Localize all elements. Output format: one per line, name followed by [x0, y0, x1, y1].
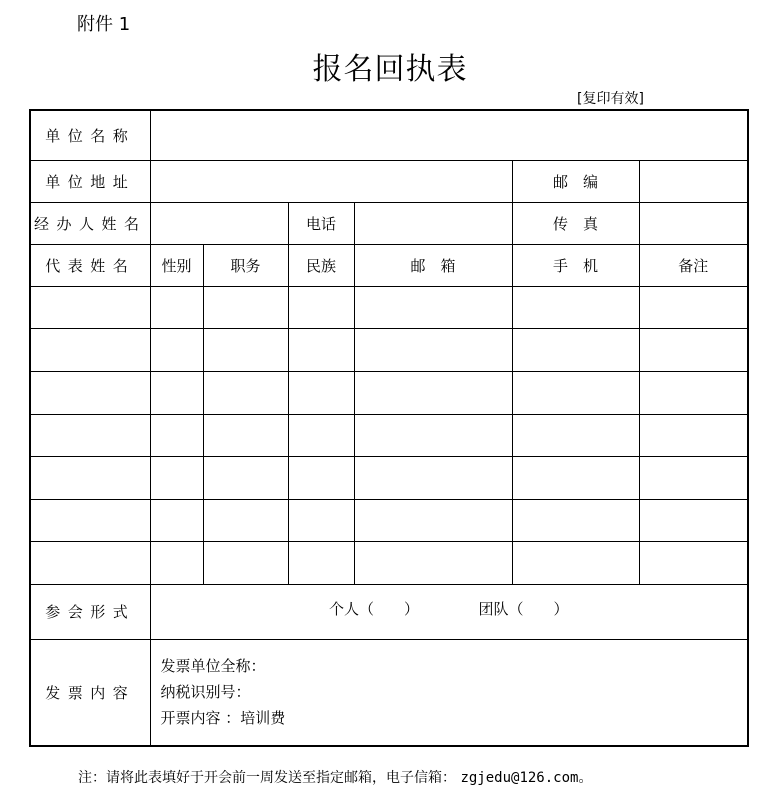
phone-field[interactable]: [354, 202, 512, 244]
mobile-cell[interactable]: [512, 414, 639, 456]
ethnicity-cell[interactable]: [288, 499, 354, 541]
footer-note-text: 注：请将此表填好于开会前一周发送至指定邮箱，电子信箱：: [78, 770, 456, 786]
column-header-remarks: 备注: [639, 244, 748, 286]
phone-label: 电话: [288, 202, 354, 244]
email-cell[interactable]: [354, 286, 512, 328]
position-cell[interactable]: [203, 328, 288, 371]
remarks-cell[interactable]: [639, 286, 748, 328]
invoice-line-content: 开票内容 ：培训费: [160, 709, 286, 728]
invoice-line-tax-id: 纳税识别号：: [160, 683, 251, 702]
attendance-individual-option[interactable]: 个人（ ）: [328, 600, 419, 618]
position-cell[interactable]: [203, 414, 288, 456]
registration-form-table: [29, 109, 749, 747]
attachment-label: 附件 1: [77, 14, 131, 35]
ethnicity-cell[interactable]: [288, 456, 354, 499]
contact-name-field[interactable]: [150, 202, 288, 244]
rep-name-cell[interactable]: [30, 456, 150, 499]
remarks-cell[interactable]: [639, 456, 748, 499]
remarks-cell[interactable]: [639, 414, 748, 456]
position-cell[interactable]: [203, 286, 288, 328]
remarks-cell[interactable]: [639, 499, 748, 541]
gender-cell[interactable]: [150, 456, 203, 499]
footer-email: zgjedu@126.com: [460, 770, 579, 786]
ethnicity-cell[interactable]: [288, 541, 354, 584]
gender-cell[interactable]: [150, 286, 203, 328]
gender-cell[interactable]: [150, 371, 203, 414]
remarks-cell[interactable]: [639, 371, 748, 414]
table-row: [30, 499, 748, 541]
email-cell[interactable]: [354, 328, 512, 371]
ethnicity-cell[interactable]: [288, 371, 354, 414]
remarks-cell[interactable]: [639, 541, 748, 584]
attendance-row: [30, 584, 748, 639]
invoice-details[interactable]: [150, 639, 748, 746]
email-cell[interactable]: [354, 541, 512, 584]
email-cell[interactable]: [354, 371, 512, 414]
page-title: 报名回执表: [312, 52, 468, 87]
column-header-gender: 性别: [150, 244, 203, 286]
gender-cell[interactable]: [150, 414, 203, 456]
table-row: [30, 286, 748, 328]
ethnicity-cell[interactable]: [288, 414, 354, 456]
email-cell[interactable]: [354, 456, 512, 499]
column-header-position: 职务: [203, 244, 288, 286]
column-header-row: [30, 244, 748, 286]
fax-field[interactable]: [639, 202, 748, 244]
position-cell[interactable]: [203, 456, 288, 499]
unit-name-label: 单位名称: [30, 110, 150, 160]
mobile-cell[interactable]: [512, 328, 639, 371]
column-header-mobile: 手 机: [512, 244, 639, 286]
rep-name-cell[interactable]: [30, 541, 150, 584]
invoice-label: 发票内容: [30, 639, 150, 746]
remarks-cell[interactable]: [639, 328, 748, 371]
mobile-cell[interactable]: [512, 286, 639, 328]
column-header-rep-name: 代表姓名: [30, 244, 150, 286]
invoice-row: [30, 639, 748, 746]
mobile-cell[interactable]: [512, 499, 639, 541]
table-row: [30, 371, 748, 414]
rep-name-cell[interactable]: [30, 499, 150, 541]
rep-name-cell[interactable]: [30, 286, 150, 328]
contact-row: [30, 202, 748, 244]
mobile-cell[interactable]: [512, 371, 639, 414]
rep-name-cell[interactable]: [30, 371, 150, 414]
table-row: [30, 328, 748, 371]
rep-name-cell[interactable]: [30, 414, 150, 456]
unit-name-row: [30, 110, 748, 160]
table-row: [30, 456, 748, 499]
contact-name-label: 经办人姓名: [30, 202, 150, 244]
footer-note-end: 。: [578, 770, 593, 786]
mobile-cell[interactable]: [512, 456, 639, 499]
postcode-label: 邮 编: [512, 160, 639, 202]
column-header-ethnicity: 民族: [288, 244, 354, 286]
postcode-field[interactable]: [639, 160, 748, 202]
footer-note: [78, 767, 592, 787]
unit-address-row: [30, 160, 748, 202]
gender-cell[interactable]: [150, 499, 203, 541]
unit-name-field[interactable]: [150, 110, 748, 160]
unit-address-field[interactable]: [150, 160, 512, 202]
position-cell[interactable]: [203, 541, 288, 584]
email-cell[interactable]: [354, 499, 512, 541]
gender-cell[interactable]: [150, 541, 203, 584]
rep-name-cell[interactable]: [30, 328, 150, 371]
position-cell[interactable]: [203, 499, 288, 541]
fax-label: 传 真: [512, 202, 639, 244]
email-cell[interactable]: [354, 414, 512, 456]
invoice-line-company: 发票单位全称：: [160, 657, 266, 676]
attendance-group-option[interactable]: 团队（ ）: [478, 600, 569, 618]
unit-address-label: 单位地址: [30, 160, 150, 202]
attendance-options: [150, 584, 748, 639]
table-row: [30, 414, 748, 456]
gender-cell[interactable]: [150, 328, 203, 371]
position-cell[interactable]: [203, 371, 288, 414]
table-row: [30, 541, 748, 584]
column-header-email: 邮 箱: [354, 244, 512, 286]
ethnicity-cell[interactable]: [288, 328, 354, 371]
ethnicity-cell[interactable]: [288, 286, 354, 328]
mobile-cell[interactable]: [512, 541, 639, 584]
copy-valid-note: [复印有效]: [577, 91, 644, 107]
attendance-label: 参会形式: [30, 584, 150, 639]
